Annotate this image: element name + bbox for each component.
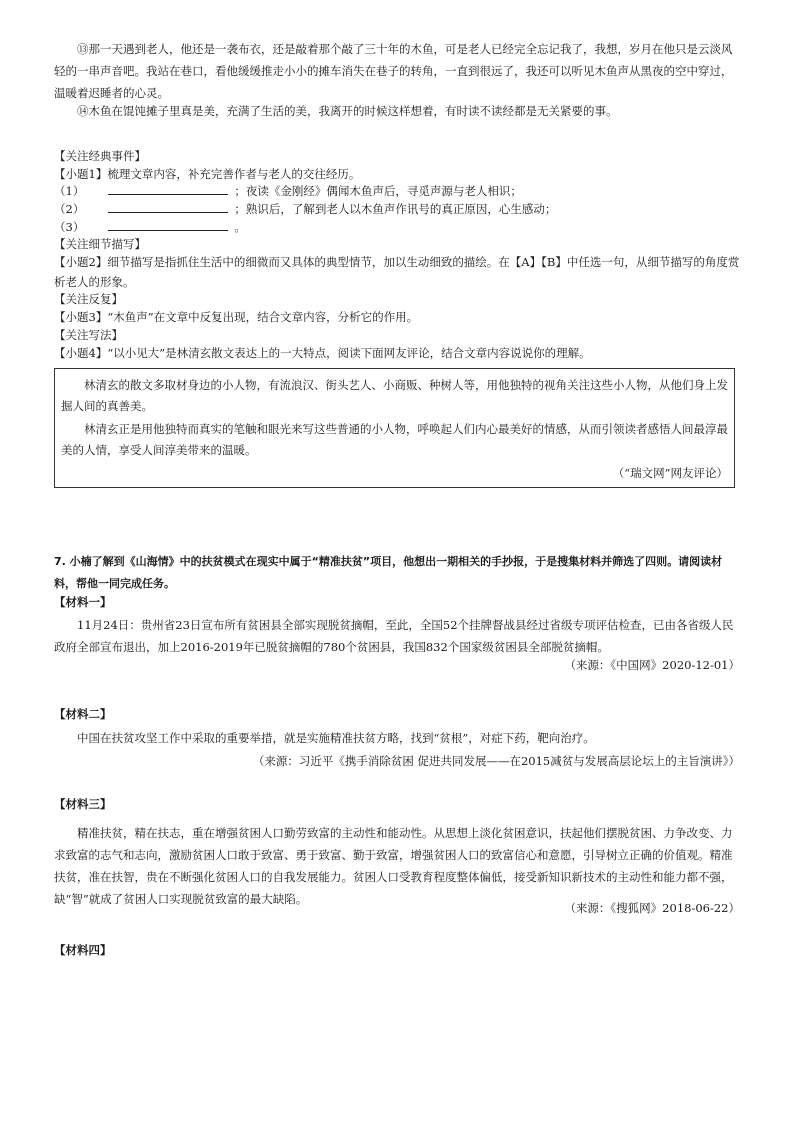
material-1-text: 11月24日：贵州省23日宣布所有贫困县全部实现脱贫摘帽，至此，全国52个挂牌督战县经过省级专项评估检查，已由各省级人民政府全部宣布退出，加上2016-2019年已脱贫摘帽的780个贫困县，我国832个国家级贫困县全部脱贫摘帽。: [54, 618, 734, 654]
answer-blank[interactable]: [108, 182, 228, 195]
question-7-intro: 7. 小楠了解到《山海情》中的扶贫模式在现实中属于“精准扶贫”项目，他想出一期相关的手抄报，于是搜集材料并筛选了四则。请阅读材料，帮他一同完成任务。: [54, 555, 723, 590]
material-2-source: （来源：习近平《携手消除贫困 促进共同发展——在2015减贫与发展高层论坛上的主旨演讲》）: [252, 754, 740, 768]
answer-blank[interactable]: [108, 218, 228, 231]
section-heading-repetition: 【关注反复】: [54, 292, 123, 306]
comment-source: （“瑞文网”网友评论）: [612, 466, 728, 480]
comment-box: [54, 368, 735, 488]
section-heading-detail: 【关注细节描写】: [54, 237, 146, 251]
q1-item-number: （1）: [54, 184, 85, 198]
paragraph-14: ⑭木鱼在馄饨摊子里真是美，充满了生活的美，我离开的时候这样想着，有时读不读经都是无关紧要的事。: [77, 104, 618, 118]
answer-blank[interactable]: [108, 200, 228, 213]
material-2-text: 中国在扶贫攻坚工作中采取的重要举措，就是实施精准扶贫方略，找到“贫根”，对症下药，靶向治疗。: [77, 731, 595, 745]
comment-paragraph-2: 林清玄正是用他独特而真实的笔触和眼光来写这些普通的小人物，呼唤起人们内心最美好的情感，从而引领读者感悟人间最淳最美的人情，享受人间淳美带来的温暖。: [61, 422, 728, 457]
q1-item-2: [54, 199, 744, 219]
q1-item-number: （3）: [54, 220, 85, 234]
material-4-label: 【材料四】: [54, 943, 112, 957]
material-1-label: 【材料一】: [54, 595, 112, 609]
question-1: 【小题1】梳理文章内容，补充完善作者与老人的交往经历。: [54, 167, 361, 181]
section-heading-classic-events: 【关注经典事件】: [54, 149, 146, 163]
q1-item-1: [54, 181, 744, 201]
material-3-text: 精准扶贫，精在扶志，重在增强贫困人口勤劳致富的主动性和能动性。从思想上淡化贫困意识，扶起他们摆脱贫困、力争改变、力求致富的志气和志向，激励贫困人口敢于致富、勇于致富、勤于致富，增强贫困人口的致富信心和意愿，引导树立正确的价值观。精准扶贫，准在扶智，贵在不断强化贫困人口的自我发展能力。贫困人口受教育程度整体偏低，接受新知识新技术的主动性和能力都不强，缺“智”就成了贫困人口实现脱贫致富的最大缺陷。: [54, 826, 733, 906]
q1-item-number: （2）: [54, 202, 85, 216]
question-4: 【小题4】“以小见大”是林清玄散文表达上的一大特点，阅读下面网友评论，结合文章内容说说你的理解。: [54, 346, 591, 360]
question-3: 【小题3】“木鱼声”在文章中反复出现，结合文章内容，分析它的作用。: [54, 310, 419, 324]
q1-item-text: ；夜读《金刚经》偶闻木鱼声后，寻觅声源与老人相识；: [234, 184, 522, 198]
question-2: 【小题2】细节描写是指抓住生活中的细微而又具体的典型情节，加以生动细致的描绘。在【A】【B】中任选一句，从细节描写的角度赏析老人的形象。: [54, 255, 740, 289]
material-1-source: （来源：《中国网》2020-12-01）: [564, 658, 740, 672]
q1-item-text: ；熟识后，了解到老人以木鱼声作讯号的真正原因，心生感动；: [234, 202, 557, 216]
material-2-label: 【材料二】: [54, 707, 112, 721]
q1-item-text: 。: [234, 220, 246, 234]
paragraph-13: ⑬那一天遇到老人，他还是一袭布衣，还是敲着那个敲了三十年的木鱼，可是老人已经完全忘记我了，我想，岁月在他只是云淡风轻的一串声音吧。我站在巷口，看他缓缓推走小小的摊车消失在巷子的转角，一直到很远了，我还可以听见木鱼声从黑夜的空中穿过，温暖着迟睡者的心灵。: [54, 42, 733, 100]
comment-paragraph-1: 林清玄的散文多取材身边的小人物，有流浪汉、街头艺人、小商贩、种树人等，用他独特的视角关注这些小人物，从他们身上发掘人间的真善美。: [61, 378, 728, 413]
material-3-label: 【材料三】: [54, 797, 112, 811]
section-heading-writing: 【关注写法】: [54, 328, 123, 342]
material-3-source: （来源：《搜狐网》2018-06-22）: [564, 901, 740, 915]
